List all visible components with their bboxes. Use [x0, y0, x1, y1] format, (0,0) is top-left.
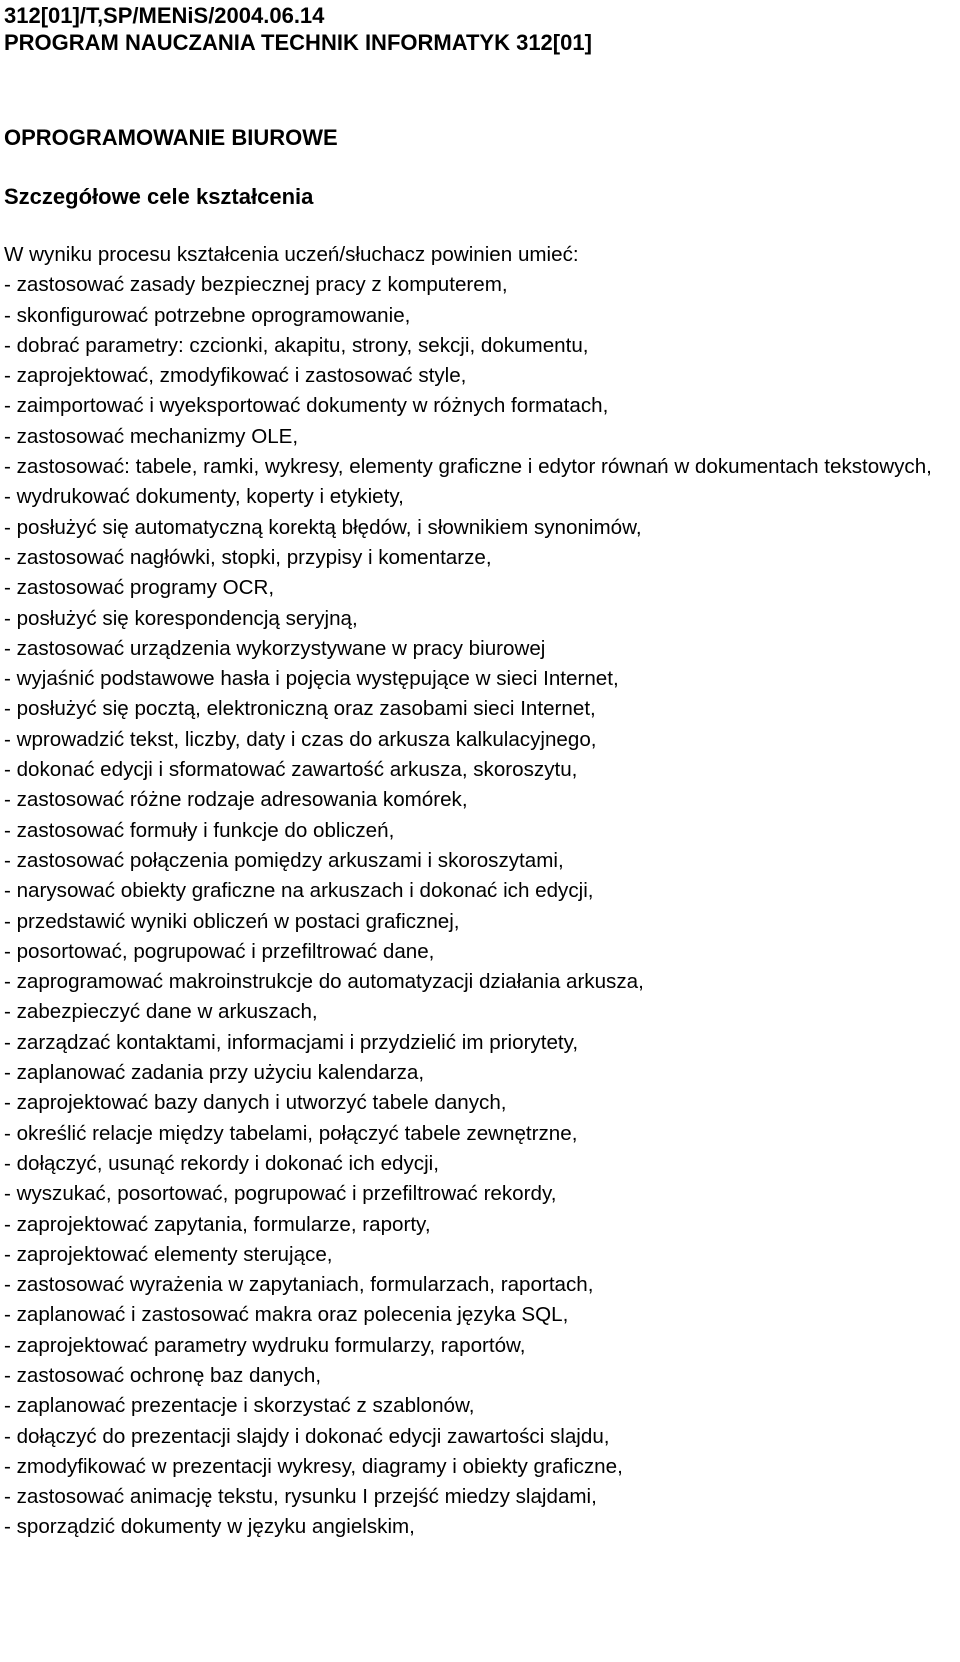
goal-item: - zastosować urządzenia wykorzystywane w pracy biurowej [4, 636, 546, 660]
goals-list [4, 270, 954, 1542]
goal-item: - zaprogramować makroinstrukcje do automatyzacji działania arkusza, [4, 970, 644, 994]
goal-item: - wyszukać, posortować, pogrupować i przefiltrować rekordy, [4, 1182, 557, 1206]
goal-item: - zastosować ochronę baz danych, [4, 1363, 322, 1387]
goal-item: - przedstawić wyniki obliczeń w postaci graficznej, [4, 909, 460, 933]
goal-item: - zaprojektować parametry wydruku formularzy, raportów, [4, 1333, 526, 1357]
goal-item: - zaprojektować elementy sterujące, [4, 1242, 333, 1266]
goal-item: - zastosować wyrażenia w zapytaniach, formularzach, raportach, [4, 1273, 594, 1297]
goal-item: - zaplanować prezentacje i skorzystać z szablonów, [4, 1394, 475, 1418]
goal-item: - zaimportować i wyeksportować dokumenty w różnych formatach, [4, 394, 609, 418]
goal-item: - zastosować formuły i funkcje do obliczeń, [4, 818, 395, 842]
goal-item: - posłużyć się pocztą, elektroniczną oraz zasobami sieci Internet, [4, 697, 596, 721]
goal-item: - zaplanować i zastosować makra oraz polecenia języka SQL, [4, 1303, 569, 1327]
goal-item: - dobrać parametry: czcionki, akapitu, strony, sekcji, dokumentu, [4, 333, 589, 357]
goal-item: - narysować obiekty graficzne na arkuszach i dokonać ich edycji, [4, 879, 594, 903]
goal-item: - wydrukować dokumenty, koperty i etykiety, [4, 485, 404, 509]
goal-item: - wyjaśnić podstawowe hasła i pojęcia występujące w sieci Internet, [4, 667, 619, 691]
goal-item: - dołączyć do prezentacji slajdy i dokonać edycji zawartości slajdu, [4, 1424, 610, 1448]
goal-item: - dołączyć, usunąć rekordy i dokonać ich edycji, [4, 1151, 439, 1175]
goal-item: - zastosować mechanizmy OLE, [4, 424, 299, 448]
document-page [4, 0, 954, 1543]
goal-item: - skonfigurować potrzebne oprogramowanie, [4, 303, 411, 327]
goal-item: - zastosować zasady bezpiecznej pracy z komputerem, [4, 273, 508, 297]
goal-item: - zastosować różne rodzaje adresowania komórek, [4, 788, 468, 812]
program-title: PROGRAM NAUCZANIA TECHNIK INFORMATYK 312[01] [4, 30, 592, 55]
goal-item: - zabezpieczyć dane w arkuszach, [4, 1000, 318, 1024]
goal-item: - zaplanować zadania przy użyciu kalendarza, [4, 1061, 425, 1085]
goal-item: - posłużyć się automatyczną korektą błędów, i słownikiem synonimów, [4, 515, 642, 539]
goal-item: - zaprojektować bazy danych i utworzyć tabele danych, [4, 1091, 507, 1115]
goal-item: - zaprojektować zapytania, formularze, raporty, [4, 1212, 431, 1236]
goal-item: - zastosować połączenia pomiędzy arkuszami i skoroszytami, [4, 848, 564, 872]
goal-item: - zarządzać kontaktami, informacjami i przydzielić im priorytety, [4, 1030, 579, 1054]
goal-item: - zaprojektować, zmodyfikować i zastosować style, [4, 364, 467, 388]
goal-item: - posortować, pogrupować i przefiltrować dane, [4, 939, 435, 963]
goal-item: - zastosować programy OCR, [4, 576, 275, 600]
goal-item: - zastosować animację tekstu, rysunku I przejść miedzy slajdami, [4, 1485, 597, 1509]
goal-item: - sporządzić dokumenty w języku angielskim, [4, 1515, 415, 1539]
section-title: Szczegółowe cele kształcenia [4, 184, 314, 209]
goal-item: - posłużyć się korespondencją seryjną, [4, 606, 358, 630]
goal-item: - dokonać edycji i sformatować zawartość arkusza, skoroszytu, [4, 758, 578, 782]
module-title: OPROGRAMOWANIE BIUROWE [4, 125, 338, 150]
intro-text: W wyniku procesu kształcenia uczeń/słuchacz powinien umieć: [4, 243, 579, 266]
goal-item: - zastosować nagłówki, stopki, przypisy i komentarze, [4, 545, 492, 569]
goal-item: - zastosować: tabele, ramki, wykresy, elementy graficzne i edytor równań w dokumentach tekstowych, [4, 455, 932, 479]
document-code: 312[01]/T,SP/MENiS/2004.06.14 [4, 3, 325, 28]
goal-item: - wprowadzić tekst, liczby, daty i czas do arkusza kalkulacyjnego, [4, 727, 597, 751]
goal-item: - zmodyfikować w prezentacji wykresy, diagramy i obiekty graficzne, [4, 1454, 623, 1478]
goal-item: - określić relacje między tabelami, połączyć tabele zewnętrzne, [4, 1121, 578, 1145]
